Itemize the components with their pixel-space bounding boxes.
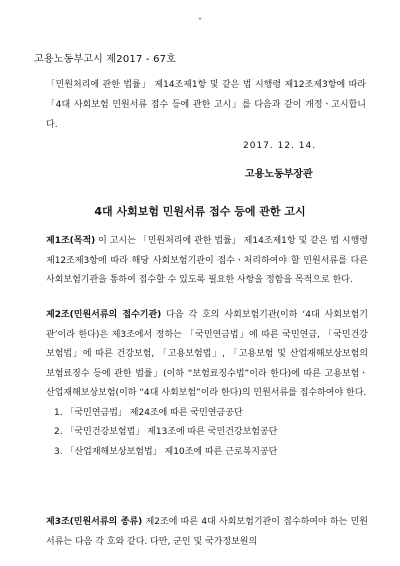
issue-date: 2017. 12. 14. (243, 141, 317, 151)
list-item: 1. 「국민연금법」 제24조에 따른 국민연금공단 (54, 407, 243, 418)
article-3 (46, 513, 368, 552)
article-2-heading: 제2조(민원서류의 접수기관) (46, 310, 162, 320)
article-2-items (46, 404, 368, 463)
article-3-text: 제2조에 따른 4대 사회보험기관이 접수하여야 하는 민원서류는 다음 각 호와 같다. 다만, 군인 및 국가정보원의 (46, 517, 368, 547)
article-1 (46, 232, 368, 291)
article-1-heading: 제1조(목적) (46, 236, 96, 246)
document-title: 4대 사회보험 민원서류 접수 등에 관한 고시 (94, 205, 306, 218)
notice-number: 고용노동부고시 제2017 - 67호 (34, 54, 177, 65)
intro-paragraph: 「민원처리에 관한 법률」 제14조제1항 및 같은 법 시행령 제12조제3항에 따라 「4대 사회보험 민원서류 접수 등에 관한 고시」를 다음과 같이 개정ㆍ고시합니다. (46, 80, 366, 130)
article-2 (46, 306, 368, 462)
issuer-name: 고용노동부장관 (245, 169, 313, 180)
article-3-heading: 제3조(민원서류의 종류) (46, 517, 143, 527)
list-item: 3. 「산업재해보상보험법」 제10조에 따른 근로복지공단 (54, 446, 278, 457)
article-2-text: 다음 각 호의 사회보험기관(이하 ‘4대 사회보험기관’이라 한다)은 제3조에서 정하는 「국민연금법」에 따른 국민연금, 「국민건강보험법」에 따른 건강보험, 「고용보험법」, 「고용보험 및 산업재해보상보험의 보험료징수 등에 관한 법률」(이하 “보험료징수법”이라 한다)에 따른 고용보험ㆍ산업재해보상보험(이하 “4대 사회보험”이라 한다)의 민원서류를 접수하여야 한다. (46, 310, 369, 398)
page-number: - (198, 14, 202, 24)
article-1-text: 이 고시는 「민원처리에 관한 법률」 제14조제1항 및 같은 법 시행령 제12조제3항에 따라 해당 사회보험기관이 접수ㆍ처리하여야 할 민원서류를 다른 사회보험기관을 통하여 접수할 수 있도록 필요한 사항을 정함을 목적으로 한다. (46, 236, 368, 285)
list-item: 2. 「국민건강보험법」 제13조에 따른 국민건강보험공단 (54, 427, 278, 437)
